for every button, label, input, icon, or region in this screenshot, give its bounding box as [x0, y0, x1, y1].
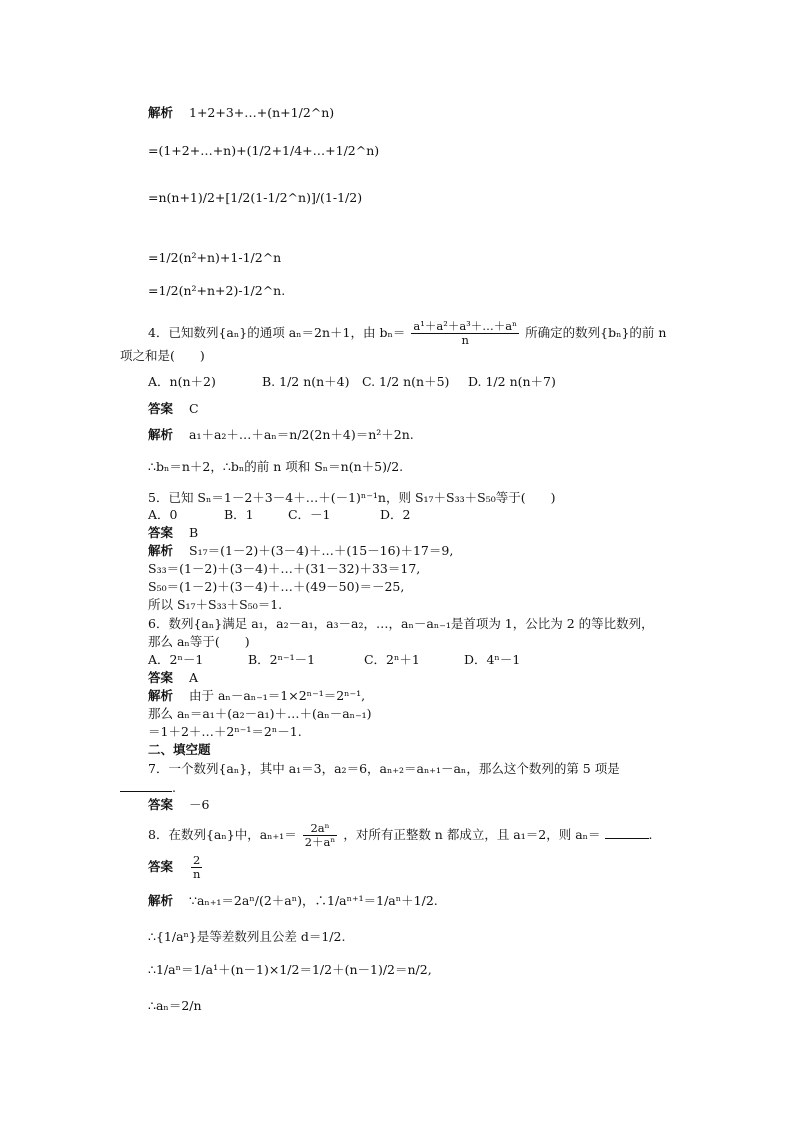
q5-option-d: D．2 — [379, 507, 411, 522]
q8-analysis-line4: ∴aₙ＝2/n — [148, 998, 202, 1013]
q6-options — [148, 652, 520, 668]
q6-answer — [148, 670, 198, 686]
q5-options — [148, 507, 410, 523]
q8-answer-fraction — [191, 854, 202, 881]
q6-stem-line1: 6．数列{aₙ}满足 a₁，a₂－a₁，a₃－a₂，…，aₙ－aₙ₋₁是首项为 1，公比为 2 的等比数列， — [148, 616, 654, 631]
q4-stem-b: 所确定的数列{bₙ}的前 n — [525, 325, 667, 340]
q4-options — [148, 374, 556, 390]
q7-blank-line: . — [120, 779, 176, 796]
q5-option-b: B．1 — [223, 507, 254, 522]
q4-answer-value: C — [189, 401, 199, 416]
q5-option-c: C．－1 — [287, 507, 331, 522]
q5-analysis-line1 — [148, 543, 453, 559]
q4-stem-fraction — [411, 320, 519, 347]
q8-frac-num: 2aⁿ — [303, 822, 338, 836]
q4-analysis-1: a₁＋a₂＋…＋aₙ＝n/2(2n＋4)＝n²＋2n. — [189, 427, 414, 442]
q6-option-c: C．2ⁿ＋1 — [363, 652, 420, 667]
answer-label: 答案 — [148, 859, 174, 874]
q5-analysis-line4: 所以 S₁₇＋S₃₃＋S₅₀＝1. — [148, 597, 283, 612]
q8-analysis-1: ∵aₙ₊₁＝2aⁿ/(2＋aⁿ)，∴1/aⁿ⁺¹＝1/aⁿ＋1/2. — [189, 893, 438, 908]
q4-stem-line2: 项之和是( ) — [120, 348, 205, 363]
q6-answer-value: A — [189, 670, 199, 685]
q6-analysis-line1 — [148, 688, 365, 704]
q5-answer-value: B — [189, 525, 199, 540]
q8-analysis-line2: ∴{1/aⁿ}是等差数列且公差 d＝1/2. — [148, 929, 346, 944]
q3-analysis-line2: =(1+2+…+n)+(1/2+1/4+…+1/2^n) — [148, 143, 380, 158]
q3-analysis-line3: =n(n+1)/2+[1/2(1-1/2^n)]/(1-1/2) — [148, 190, 363, 205]
q6-analysis-1: 由于 aₙ－aₙ₋₁＝1×2ⁿ⁻¹＝2ⁿ⁻¹, — [189, 688, 366, 703]
q5-stem: 5．已知 Sₙ＝1－2＋3－4＋…＋(－1)ⁿ⁻¹n，则 S₁₇＋S₃₃＋S₅₀等于( ) — [148, 490, 556, 505]
q5-analysis-line3: S₅₀＝(1－2)＋(3－4)＋…＋(49－50)＝－25, — [148, 579, 405, 594]
answer-label: 答案 — [148, 525, 174, 540]
q6-option-a: A．2ⁿ－1 — [148, 652, 204, 667]
q4-option-c: C. 1/2 n(n＋5) — [361, 374, 450, 389]
q6-stem-line2: 那么 aₙ等于( ) — [148, 634, 250, 649]
q4-stem-a: 4．已知数列{aₙ}的通项 aₙ＝2n＋1，由 bₙ＝ — [148, 325, 406, 340]
q4-option-a: A．n(n＋2) — [148, 374, 216, 389]
q3-sum-expression: 1+2+3+…+(n+1/2^n) — [189, 105, 335, 120]
q8-stem-b: ，对所有正整数 n 都成立，且 a₁＝2，则 aₙ＝ — [343, 827, 601, 842]
analysis-label: 解析 — [148, 688, 174, 703]
q4-analysis-line1 — [148, 427, 414, 443]
q3-analysis-line4: =1/2(n²+n)+1-1/2^n — [148, 250, 282, 265]
q3-analysis-line5: =1/2(n²+n+2)-1/2^n. — [148, 283, 286, 298]
q8-stem: 8．在数列{aₙ}中，aₙ₊₁＝ $\frac{\text{2aⁿ}}{\text{2＋aⁿ}}$ ，对所有正整数 n 都成立，且 a₁＝2，则 aₙ＝ . — [148, 821, 653, 849]
answer-label: 答案 — [148, 401, 174, 416]
q8-stem-fraction — [303, 822, 338, 849]
q8-analysis-line1 — [148, 893, 438, 909]
q8-frac-den: 2＋aⁿ — [304, 835, 336, 849]
q8-answer-den: n — [193, 867, 201, 881]
q6-analysis-line3: ＝1＋2＋…＋2ⁿ⁻¹＝2ⁿ－1. — [148, 724, 302, 739]
answer-label: 答案 — [148, 670, 174, 685]
q6-option-b: B．2ⁿ⁻¹－1 — [247, 652, 316, 667]
q7-answer — [148, 797, 209, 813]
q4-analysis-line2: ∴bₙ＝n＋2，∴bₙ的前 n 项和 Sₙ＝n(n＋5)/2. — [148, 459, 404, 474]
analysis-label: 解析 — [148, 427, 174, 442]
analysis-label: 解析 — [148, 543, 174, 558]
q4-frac-den: n — [461, 333, 469, 347]
q5-answer — [148, 525, 198, 541]
q8-stem-a: 8．在数列{aₙ}中，aₙ₊₁＝ — [148, 827, 297, 842]
q4-frac-num: a¹＋a²＋a³＋…＋aⁿ — [413, 319, 518, 333]
q6-option-d: D．4ⁿ－1 — [463, 652, 521, 667]
q8-answer-num: 2 — [191, 854, 202, 868]
section-title-fill-blank: 二、填空题 — [148, 742, 211, 757]
q4-option-d: D. 1/2 n(n＋7) — [467, 374, 556, 389]
q5-analysis-line2: S₃₃＝(1－2)＋(3－4)＋…＋(31－32)＋33＝17, — [148, 561, 421, 576]
analysis-label: 解析 — [148, 893, 174, 908]
answer-label: 答案 — [148, 797, 174, 812]
q8-answer-blank[interactable] — [605, 826, 649, 839]
q8-answer — [148, 854, 204, 881]
q5-analysis-1: S₁₇＝(1－2)＋(3－4)＋…＋(15－16)＋17＝9, — [189, 543, 454, 558]
q7-stem: 7．一个数列{aₙ}，其中 a₁＝3，a₂＝6，aₙ₊₂＝aₙ₊₁－aₙ，那么这个数列的第 5 项是 — [148, 761, 620, 776]
q5-option-a: A．0 — [148, 507, 178, 522]
q4-option-b: B. 1/2 n(n＋4) — [261, 374, 350, 389]
q7-answer-value: －6 — [189, 797, 210, 812]
q6-analysis-line2: 那么 aₙ＝a₁＋(a₂－a₁)＋…＋(aₙ－aₙ₋₁) — [148, 706, 372, 721]
q3-analysis-line1 — [148, 105, 334, 121]
q4-stem-line1 — [148, 320, 666, 347]
q7-answer-blank[interactable] — [120, 779, 172, 792]
q8-analysis-line3: ∴1/aⁿ＝1/a¹＋(n－1)×1/2＝1/2＋(n－1)/2＝n/2, — [148, 962, 432, 977]
analysis-label: 解析 — [148, 105, 174, 120]
q4-answer — [148, 401, 199, 417]
